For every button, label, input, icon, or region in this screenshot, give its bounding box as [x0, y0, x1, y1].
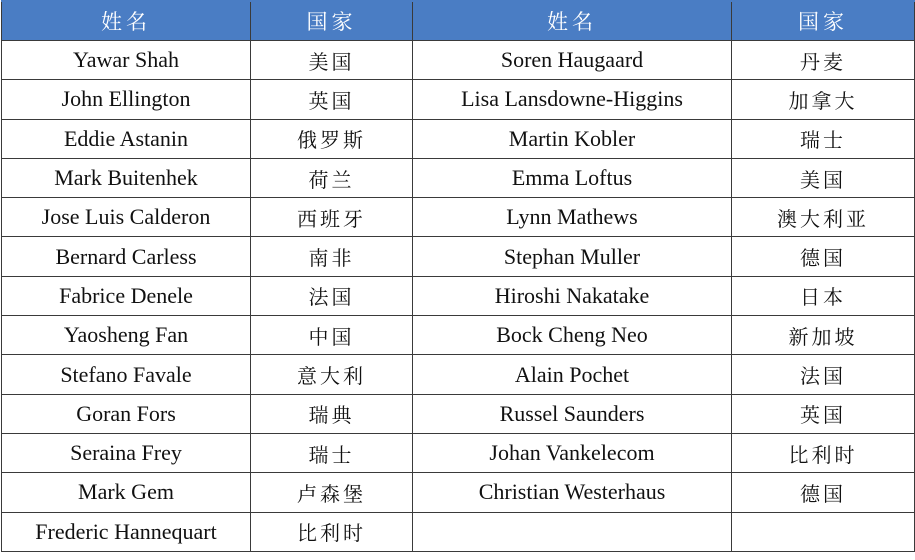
right-country-cell: 日本 [732, 276, 915, 315]
right-name-cell: Lisa Lansdowne-Higgins [413, 80, 732, 119]
table-row [2, 394, 915, 433]
left-country-cell: 法国 [251, 276, 413, 315]
left-name-cell: Jose Luis Calderon [2, 198, 251, 237]
table-row [2, 119, 915, 158]
right-country-cell: 德国 [732, 473, 915, 512]
table-row [2, 158, 915, 197]
table-row [2, 473, 915, 512]
left-country-cell: 瑞士 [251, 433, 413, 472]
left-country-cell: 西班牙 [251, 198, 413, 237]
right-name-cell: Soren Haugaard [413, 41, 732, 80]
header-row [2, 1, 915, 41]
table-header [2, 1, 915, 41]
table-row [2, 41, 915, 80]
table-row [2, 316, 915, 355]
right-name-cell: Stephan Muller [413, 237, 732, 276]
right-name-cell: Christian Westerhaus [413, 473, 732, 512]
table-row [2, 80, 915, 119]
right-country-cell: 法国 [732, 355, 915, 394]
right-name-cell [413, 512, 732, 551]
left-name-cell: Yawar Shah [2, 41, 251, 80]
left-name-cell: Eddie Astanin [2, 119, 251, 158]
left-name-cell: John Ellington [2, 80, 251, 119]
right-name-cell: Lynn Mathews [413, 198, 732, 237]
left-name-cell: Stefano Favale [2, 355, 251, 394]
left-name-cell: Bernard Carless [2, 237, 251, 276]
left-country-cell: 卢森堡 [251, 473, 413, 512]
left-name-cell: Fabrice Denele [2, 276, 251, 315]
table-row [2, 198, 915, 237]
left-country-cell: 南非 [251, 237, 413, 276]
header-name-right: 姓名 [413, 1, 732, 41]
left-name-cell: Frederic Hannequart [2, 512, 251, 551]
left-country-cell: 英国 [251, 80, 413, 119]
right-country-cell: 英国 [732, 394, 915, 433]
right-name-cell: Martin Kobler [413, 119, 732, 158]
header-name-left: 姓名 [2, 1, 251, 41]
right-country-cell: 美国 [732, 158, 915, 197]
right-country-cell: 瑞士 [732, 119, 915, 158]
right-country-cell: 澳大利亚 [732, 198, 915, 237]
right-name-cell: Hiroshi Nakatake [413, 276, 732, 315]
left-country-cell: 中国 [251, 316, 413, 355]
left-country-cell: 美国 [251, 41, 413, 80]
left-country-cell: 俄罗斯 [251, 119, 413, 158]
table-body [2, 41, 915, 552]
left-country-cell: 荷兰 [251, 158, 413, 197]
table-row [2, 512, 915, 551]
right-country-cell: 新加坡 [732, 316, 915, 355]
left-name-cell: Yaosheng Fan [2, 316, 251, 355]
right-country-cell: 丹麦 [732, 41, 915, 80]
left-country-cell: 比利时 [251, 512, 413, 551]
roster-table [1, 0, 915, 552]
right-country-cell: 比利时 [732, 433, 915, 472]
table-row [2, 433, 915, 472]
table-row [2, 237, 915, 276]
left-name-cell: Seraina Frey [2, 433, 251, 472]
left-name-cell: Mark Buitenhek [2, 158, 251, 197]
table-row [2, 355, 915, 394]
right-country-cell: 德国 [732, 237, 915, 276]
table-row [2, 276, 915, 315]
right-name-cell: Johan Vankelecom [413, 433, 732, 472]
left-name-cell: Goran Fors [2, 394, 251, 433]
right-name-cell: Bock Cheng Neo [413, 316, 732, 355]
right-country-cell [732, 512, 915, 551]
left-country-cell: 瑞典 [251, 394, 413, 433]
right-name-cell: Russel Saunders [413, 394, 732, 433]
right-name-cell: Alain Pochet [413, 355, 732, 394]
header-country-right: 国家 [732, 1, 915, 41]
header-country-left: 国家 [251, 1, 413, 41]
right-name-cell: Emma Loftus [413, 158, 732, 197]
left-name-cell: Mark Gem [2, 473, 251, 512]
right-country-cell: 加拿大 [732, 80, 915, 119]
left-country-cell: 意大利 [251, 355, 413, 394]
